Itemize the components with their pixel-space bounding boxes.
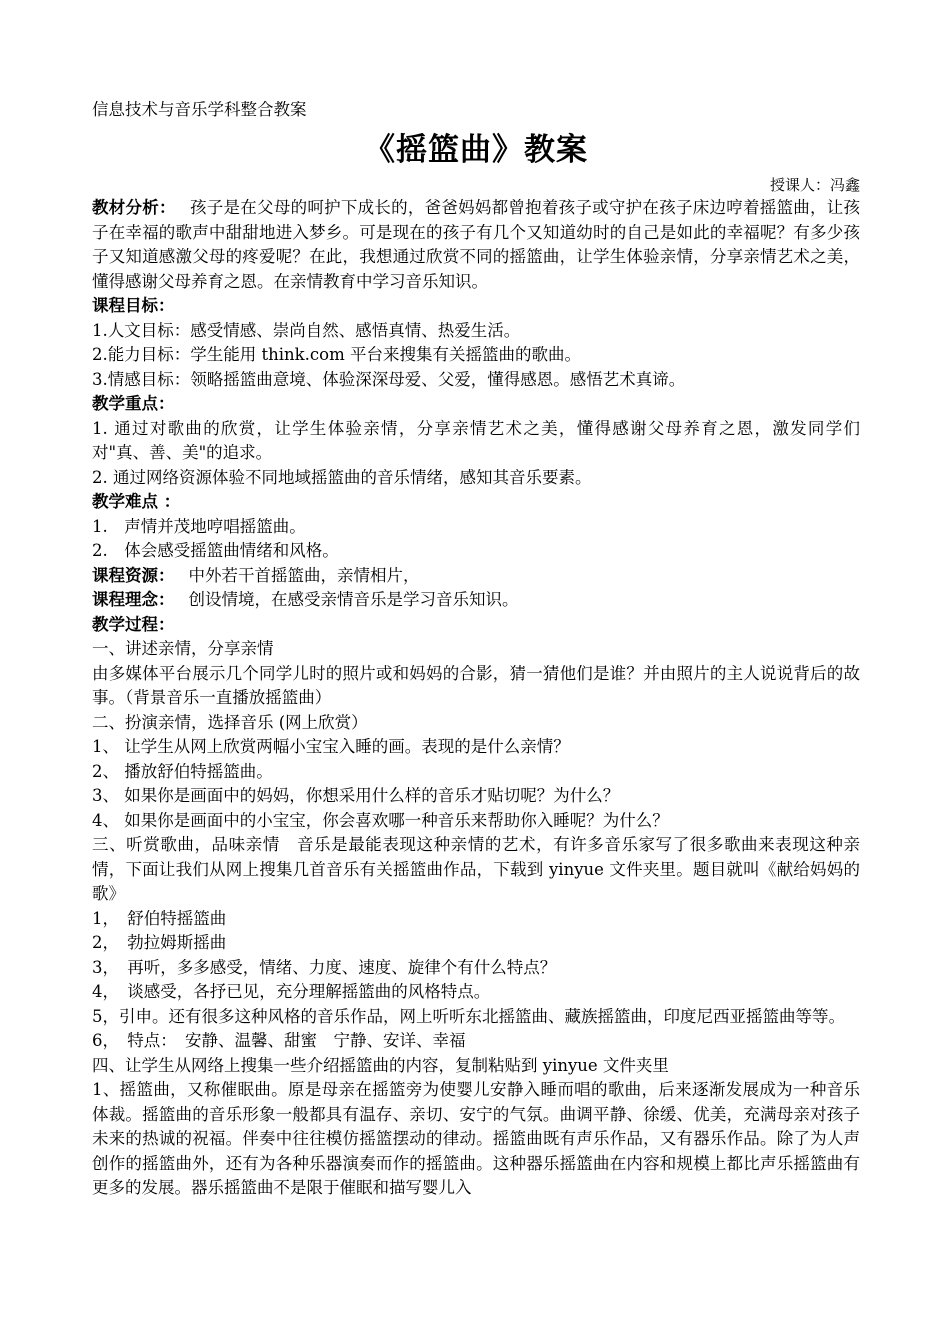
goal-item: 3.情感目标：领略摇篮曲意境、体验深深母爱、父爱，懂得感恩。感悟艺术真谛。 — [92, 369, 686, 389]
idea-label: 课程理念： — [92, 590, 175, 609]
goal-item: 1.人文目标：感受情感、崇尚自然、感悟真情、热爱生活。 — [92, 320, 521, 340]
process-line: 三、听赏歌曲，品味亲情 音乐是最能表现这种亲情的艺术，有许多音乐家写了很多歌曲来表现这种亲情，下面让我们从网上搜集几首音乐有关摇篮曲作品，下载到 yinyue 文件夹里。题目就叫《献给妈妈的歌》 — [92, 835, 860, 903]
process-line: 4， 谈感受，各抒已见，充分理解摇篮曲的风格特点。 — [92, 982, 491, 1001]
process-line: 4、 如果你是画面中的小宝宝，你会喜欢哪一种音乐来帮助你入睡呢？为什么？ — [92, 810, 669, 830]
process-line: 由多媒体平台展示几个同学儿时的照片或和妈妈的合影，猜一猜他们是谁？并由照片的主人说说背后的故事。（背景音乐一直播放摇篮曲） — [92, 663, 860, 707]
process-line: 一、讲述亲情，分享亲情 — [92, 639, 274, 658]
difficulty-item: 2. 体会感受摇篮曲情绪和风格。 — [92, 541, 339, 560]
difficulties-heading: 教学难点 ： — [92, 492, 181, 511]
key-point-item: 2. 通过网络资源体验不同地域摇篮曲的音乐情绪，感知其音乐要素。 — [92, 467, 592, 487]
difficulty-item: 1. 声情并茂地哼唱摇篮曲。 — [92, 516, 306, 536]
resources-paragraph — [92, 564, 860, 589]
process-heading: 教学过程： — [92, 614, 175, 634]
key-point-item: 1. 通过对歌曲的欣赏，让学生体验亲情，分享亲情艺术之美，懂得感谢父母养育之恩，激发同学们对"真、善、美"的追求。 — [92, 418, 860, 462]
analysis-text: 孩子是在父母的呵护下成长的，爸爸妈妈都曾抱着孩子或守护在孩子床边哼着摇篮曲，让孩子在幸福的歌声中甜甜地进入梦乡。可是现在的孩子有几个又知道幼时的自己是如此的幸福呢？有多少孩子又知道感激父母的疼爱呢？在此，我想通过欣赏不同的摇篮曲，让学生体验亲情，分享亲情艺术之美，懂得感谢父母养育之恩。在亲情教育中学习音乐知识。 — [92, 198, 861, 291]
resources-label: 课程资源： — [92, 565, 175, 585]
process-line: 2、 播放舒伯特摇篮曲。 — [92, 761, 273, 781]
process-line: 3、 如果你是画面中的妈妈，你想采用什么样的音乐才贴切呢？为什么？ — [92, 786, 620, 805]
analysis-paragraph — [92, 196, 860, 294]
process-line: 四、让学生从网络上搜集一些介绍摇篮曲的内容，复制粘贴到 yinyue 文件夹里 — [92, 1055, 669, 1075]
page-title: 《摇篮曲》教案 — [364, 132, 588, 168]
resources-text: 中外若干首摇篮曲，亲情相片， — [188, 565, 420, 585]
teacher-line: 授课人：冯鑫 — [769, 176, 860, 194]
goal-item: 2.能力目标：学生能用 think.com 平台来搜集有关摇篮曲的歌曲。 — [92, 345, 581, 364]
process-line: 5，引申。还有很多这种风格的音乐作品，网上听听东北摇篮曲、藏族摇篮曲，印度尼西亚摇篮曲等等。 — [92, 1006, 845, 1026]
analysis-label: 教材分析： — [92, 198, 176, 217]
process-line: 1， 舒伯特摇篮曲 — [92, 908, 227, 928]
document-page — [92, 98, 860, 1201]
process-line: 3， 再听，多多感受，情绪、力度、速度、旋律个有什么特点？ — [92, 957, 557, 977]
subject-line: 信息技术与音乐学科整合教案 — [92, 100, 307, 119]
idea-text: 创设情境，在感受亲情音乐是学习音乐知识。 — [188, 590, 519, 609]
process-line: 1、 让学生从网上欣赏两幅小宝宝入睡的画。表现的是什么亲情？ — [92, 737, 570, 756]
process-line: 2， 勃拉姆斯摇曲 — [92, 933, 227, 952]
process-line: 二、扮演亲情，选择音乐 (网上欣赏） — [92, 712, 368, 732]
idea-paragraph — [92, 588, 860, 613]
goals-heading: 课程目标： — [92, 296, 175, 315]
process-line: 6， 特点： 安静、温馨、甜蜜 宁静、安详、幸福 — [92, 1031, 466, 1050]
key-points-heading: 教学重点： — [92, 394, 175, 413]
process-line: 1、摇篮曲，又称催眠曲。原是母亲在摇篮旁为使婴儿安静入睡而唱的歌曲，后来逐渐发展成为一种音乐体裁。摇篮曲的音乐形象一般都具有温存、亲切、安宁的气氛。曲调平静、徐缓、优美，充满母亲对孩子未来的热诚的祝福。伴奏中往往模仿摇篮摆动的律动。摇篮曲既有声乐作品，又有器乐作品。除了为人声创作的摇篮曲外，还有为各种乐器演奏而作的摇篮曲。这种器乐摇篮曲在内容和规模上都比声乐摇篮曲有更多的发展。器乐摇篮曲不是限于催眠和描写婴儿入 — [92, 1080, 860, 1197]
